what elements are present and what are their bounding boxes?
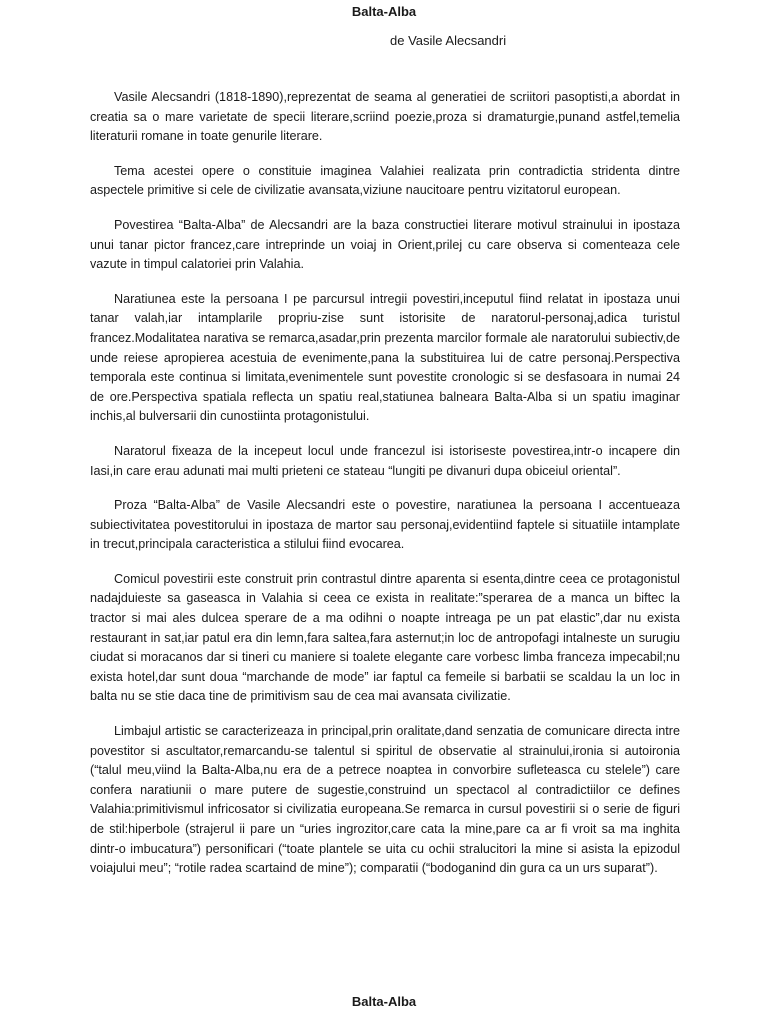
- next-page-title: Balta-Alba: [351, 994, 417, 1009]
- paragraph: Proza “Balta-Alba” de Vasile Alecsandri este o povestire, naratiunea la persoana I accentueaza subiectivitatea povestitorului in ipostaza de martor sau personaj,evidentiind faptele si situatiile intamplate in trecut,principala caracteristica a stilului fiind evocarea.: [90, 498, 680, 552]
- paragraph: Vasile Alecsandri (1818-1890),reprezentat de seama al generatiei de scriitori pasoptisti,a abordat in creatia sa o mare varietate de specii literare,scriind poezie,proza si dramaturgie,punand astfel,temelia literaturii romane in toate genurile literare.: [90, 90, 680, 144]
- paragraph: Naratorul fixeaza de la incepeut locul unde francezul isi istoriseste povestirea,intr-o incapere din Iasi,in care erau adunati mai multi prieteni ce stateau “lungiti pe divanuri dupa obiceiul oriental”.: [90, 443, 680, 478]
- paragraph: Comicul povestirii este construit prin contrastul dintre aparenta si esenta,dintre ceea ce protagonistul nadajduieste sa gaseasca in Valahia si ceea ce exista in realitate:”sperarea de a manca un biftec la tractor si mai ales dulcea sperare de a ma odihni o noapte intreaga pe un pat elastic”,dar nu exista restaurant in sat,iar patul era din lemn,fara saltea,fara asternut;in loc de antropofagi intalneste un surugiu ciudat si moracanos dar si tineri cu maniere si toalete elegante care vorbesc limba franceza impecabil;nu exista hotel,dar sunt doua “marchande de mode” iar faptul ca femeile si barbatii se scaldau la un loc in balta nu se stie daca tine de primitivism sau de cea mai avansata civilizatie.: [90, 571, 680, 704]
- paragraph: Limbajul artistic se caracterizeaza in principal,prin oralitate,dand senzatia de comunicare directa intre povestitor si ascultator,remarcandu-se talentul si spiritul de observatie al strainului,ironia si autoironia (“talul meu,viind la Balta-Alba,nu era de a petrece noaptea in convorbire sufleteasca cu stelele”) care confera naratiunii o mare putere de sugestie,construind un spectacol al contradictiilor ce defines Valahia:primitivismul infricosator si civilizatia europeana.Se remarca in cursul povestirii si o serie de figuri de stil:hiperbole (strajerul ii pare un “uries ingrozitor,care cata la mine,pare ca ar fi vroit sa ma inghita dintr-o imbucatura”) personificari (“toate plantele se uita cu ochii stralucitori la mine si asista la epizodul voiajului meu”; “rotile radea scartaind de mine”); comparatii (“bodoganind din gura ca un urs suparat”).: [90, 724, 680, 876]
- paragraph: Naratiunea este la persoana I pe parcursul intregii povestiri,inceputul fiind relatat in ipostaza unui tanar valah,iar intamplarile propriu-zise sunt istorisite de naratorul-personaj,adica turistul francez.Modalitatea narativa se remarca,asadar,prin prezenta marcilor formale ale naratorului subiectiv,de unde reiese apropierea acestuia de evenimente,pana la substituirea lui de catre personaj.Perspectiva temporala este continua si limitata,evenimentele sunt povestite cronologic si se desfasoara in numai 24 de ore.Perspectiva spatiala reflecta un spatiu real,statiunea balneara Balta-Alba si un spatiu imaginar inchis,al bulversarii din cunostiinta protagonistului.: [90, 291, 680, 424]
- document-body: [90, 88, 680, 879]
- paragraph: Tema acestei opere o constituie imaginea Valahiei realizata prin contradictia stridenta dintre aspectele primitive si cele de civilizatie avansata,viziune naucitoare pentru vizitatorul european.: [90, 163, 680, 198]
- document-title: Balta-Alba: [351, 4, 417, 19]
- paragraph: Povestirea “Balta-Alba” de Alecsandri are la baza constructiei literare motivul strainului in ipostaza unui tanar pictor francez,care intreprinde un voiaj in Orient,prilej cu care observa si comenteaza cele vazute in timpul calatoriei prin Valahia.: [90, 217, 680, 272]
- author-line: de Vasile Alecsandri: [390, 33, 507, 48]
